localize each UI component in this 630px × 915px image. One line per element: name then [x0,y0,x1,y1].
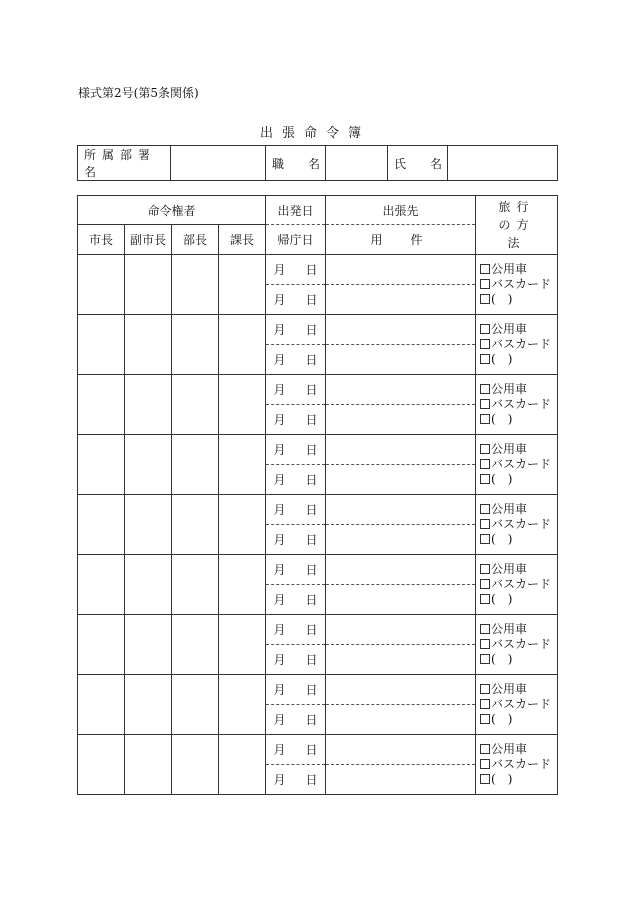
month-label: 月 [273,503,286,517]
destination-cell[interactable] [326,615,476,645]
mayor-seal-cell[interactable] [78,435,125,495]
return-date-cell[interactable] [266,705,326,735]
checkbox-icon[interactable] [480,744,490,754]
day-label: 日 [305,533,318,547]
method-option[interactable] [480,592,557,607]
approver-section-chief-header: 課長 [219,225,266,255]
deputy-mayor-seal-cell[interactable] [125,255,172,315]
checkbox-icon[interactable] [480,519,490,529]
checkbox-icon[interactable] [480,774,490,784]
day-label: 日 [305,473,318,487]
return-date-cell[interactable] [266,765,326,795]
method-option-label: 公用車 [491,622,528,636]
travel-method-cell [476,615,558,675]
method-option[interactable] [480,262,557,277]
deputy-mayor-seal-cell[interactable] [125,675,172,735]
method-option[interactable] [480,652,557,667]
checkbox-icon[interactable] [480,684,490,694]
section-chief-seal-cell[interactable] [219,255,266,315]
section-chief-seal-cell[interactable] [219,315,266,375]
day-label: 日 [305,773,318,787]
method-option-label: バスカード [491,397,552,411]
checkbox-icon[interactable] [480,594,490,604]
table-row [78,495,558,525]
day-label: 日 [305,293,318,307]
destination-cell[interactable] [326,255,476,285]
destination-cell[interactable] [326,735,476,765]
day-label: 日 [305,623,318,637]
section-chief-seal-cell[interactable] [219,375,266,435]
trip-order-table [77,195,558,795]
day-label: 日 [305,743,318,757]
checkbox-icon[interactable] [480,624,490,634]
deputy-mayor-seal-cell[interactable] [125,315,172,375]
departure-header: 出発日 [266,196,326,225]
mayor-seal-cell[interactable] [78,495,125,555]
purpose-cell[interactable] [326,405,476,435]
return-header: 帰庁日 [266,225,326,255]
method-option[interactable] [480,292,557,307]
destination-cell[interactable] [326,675,476,705]
checkbox-icon[interactable] [480,414,490,424]
header-info-table [77,145,558,181]
return-date-cell[interactable] [266,525,326,555]
destination-cell[interactable] [326,435,476,465]
checkbox-icon[interactable] [480,264,490,274]
director-seal-cell[interactable] [172,435,219,495]
director-seal-cell[interactable] [172,255,219,315]
purpose-cell[interactable] [326,765,476,795]
deputy-mayor-seal-cell[interactable] [125,495,172,555]
method-option-label: 公用車 [491,502,528,516]
method-option-label: ( ) [491,412,513,426]
approver-deputy-mayor-header: 副市長 [125,225,172,255]
director-seal-cell[interactable] [172,735,219,795]
director-seal-cell[interactable] [172,675,219,735]
method-option[interactable] [480,502,557,517]
day-label: 日 [305,263,318,277]
return-date-cell[interactable] [266,585,326,615]
deputy-mayor-seal-cell[interactable] [125,735,172,795]
table-row [78,375,558,405]
approver-mayor-header: 市長 [78,225,125,255]
month-label: 月 [273,563,286,577]
month-label: 月 [273,653,286,667]
section-chief-seal-cell[interactable] [219,735,266,795]
day-label: 日 [305,383,318,397]
day-label: 日 [305,503,318,517]
method-option-label: バスカード [491,757,552,771]
checkbox-icon[interactable] [480,339,490,349]
method-option-label: 公用車 [491,742,528,756]
travel-method-cell [476,675,558,735]
travel-method-cell [476,315,558,375]
month-label: 月 [273,623,286,637]
checkbox-icon[interactable] [480,639,490,649]
deputy-mayor-seal-cell[interactable] [125,615,172,675]
mayor-seal-cell[interactable] [78,375,125,435]
day-label: 日 [305,713,318,727]
method-option-label: 公用車 [491,262,528,276]
method-option-label: ( ) [491,652,513,666]
section-chief-seal-cell[interactable] [219,555,266,615]
method-header [476,196,558,255]
method-option[interactable] [480,352,557,367]
method-option[interactable] [480,562,557,577]
month-label: 月 [273,353,286,367]
destination-cell[interactable] [326,495,476,525]
departure-date-cell[interactable] [266,495,326,525]
authority-header: 命令権者 [78,196,266,225]
deputy-mayor-seal-cell[interactable] [125,555,172,615]
departure-date-cell[interactable] [266,435,326,465]
travel-method-cell [476,255,558,315]
method-option[interactable] [480,532,557,547]
checkbox-icon[interactable] [480,579,490,589]
method-option-label: ( ) [491,352,513,366]
director-seal-cell[interactable] [172,615,219,675]
day-label: 日 [305,683,318,697]
month-label: 月 [273,383,286,397]
name-field[interactable] [448,146,558,181]
method-option[interactable] [480,697,557,712]
method-option[interactable] [480,577,557,592]
method-option[interactable] [480,712,557,727]
departure-date-cell[interactable] [266,315,326,345]
method-option-label: ( ) [491,472,513,486]
purpose-cell[interactable] [326,525,476,555]
method-option[interactable] [480,277,557,292]
position-label: 職 名 [266,146,326,181]
destination-cell[interactable] [326,315,476,345]
departure-date-cell[interactable] [266,735,326,765]
return-date-cell[interactable] [266,405,326,435]
month-label: 月 [273,743,286,757]
checkbox-icon[interactable] [480,324,490,334]
checkbox-icon[interactable] [480,714,490,724]
checkbox-icon[interactable] [480,504,490,514]
travel-method-cell [476,435,558,495]
method-option-label: バスカード [491,637,552,651]
director-seal-cell[interactable] [172,555,219,615]
method-option[interactable] [480,412,557,427]
day-label: 日 [305,593,318,607]
departure-date-cell[interactable] [266,375,326,405]
return-date-cell[interactable] [266,285,326,315]
director-seal-cell[interactable] [172,495,219,555]
mayor-seal-cell[interactable] [78,555,125,615]
day-label: 日 [305,323,318,337]
name-label: 氏 名 [388,146,448,181]
method-option[interactable] [480,472,557,487]
day-label: 日 [305,443,318,457]
checkbox-icon[interactable] [480,534,490,544]
method-option-label: バスカード [491,337,552,351]
departure-date-cell[interactable] [266,255,326,285]
method-option-label: バスカード [491,277,552,291]
month-label: 月 [273,593,286,607]
checkbox-icon[interactable] [480,474,490,484]
method-option-label: ( ) [491,712,513,726]
method-option[interactable] [480,772,557,787]
method-option-label: ( ) [491,592,513,606]
month-label: 月 [273,413,286,427]
purpose-cell[interactable] [326,345,476,375]
section-chief-seal-cell[interactable] [219,435,266,495]
day-label: 日 [305,413,318,427]
method-option-label: ( ) [491,772,513,786]
month-label: 月 [273,713,286,727]
checkbox-icon[interactable] [480,444,490,454]
section-chief-seal-cell[interactable] [219,495,266,555]
purpose-header: 用 件 [326,225,476,255]
checkbox-icon[interactable] [480,294,490,304]
return-date-cell[interactable] [266,345,326,375]
checkbox-icon[interactable] [480,459,490,469]
departure-date-cell[interactable] [266,555,326,585]
purpose-cell[interactable] [326,465,476,495]
table-row [78,675,558,705]
affiliation-label: 所属部署名 [78,146,171,181]
checkbox-icon[interactable] [480,699,490,709]
table-row [78,315,558,345]
mayor-seal-cell[interactable] [78,735,125,795]
month-label: 月 [273,263,286,277]
mayor-seal-cell[interactable] [78,255,125,315]
affiliation-field[interactable] [171,146,266,181]
checkbox-icon[interactable] [480,564,490,574]
method-option[interactable] [480,337,557,352]
method-option-label: ( ) [491,292,513,306]
method-option[interactable] [480,757,557,772]
method-option-label: バスカード [491,517,552,531]
checkbox-icon[interactable] [480,354,490,364]
day-label: 日 [305,563,318,577]
method-option-label: 公用車 [491,682,528,696]
position-field[interactable] [326,146,388,181]
table-row [78,435,558,465]
method-option[interactable] [480,382,557,397]
checkbox-icon[interactable] [480,759,490,769]
method-option[interactable] [480,682,557,697]
purpose-cell[interactable] [326,645,476,675]
table-row [78,615,558,645]
destination-header: 出張先 [326,196,476,225]
checkbox-icon[interactable] [480,399,490,409]
destination-cell[interactable] [326,375,476,405]
document-title: 出張命令簿 [259,126,370,141]
destination-cell[interactable] [326,555,476,585]
method-option[interactable] [480,322,557,337]
form-number-label: 様式第2号(第5条関係) [78,86,199,100]
section-chief-seal-cell[interactable] [219,615,266,675]
checkbox-icon[interactable] [480,384,490,394]
method-option[interactable] [480,397,557,412]
checkbox-icon[interactable] [480,279,490,289]
departure-date-cell[interactable] [266,615,326,645]
month-label: 月 [273,293,286,307]
departure-date-cell[interactable] [266,675,326,705]
travel-method-cell [476,495,558,555]
deputy-mayor-seal-cell[interactable] [125,435,172,495]
method-option-label: 公用車 [491,322,528,336]
return-date-cell[interactable] [266,465,326,495]
approver-director-header: 部長 [172,225,219,255]
purpose-cell[interactable] [326,285,476,315]
method-option-label: バスカード [491,697,552,711]
method-option[interactable] [480,442,557,457]
travel-method-cell [476,375,558,435]
table-row [78,735,558,765]
method-option[interactable] [480,742,557,757]
method-option-label: 公用車 [491,562,528,576]
travel-method-cell [476,735,558,795]
month-label: 月 [273,773,286,787]
method-option[interactable] [480,457,557,472]
purpose-cell[interactable] [326,705,476,735]
method-option-label: ( ) [491,532,513,546]
method-option-label: 公用車 [491,442,528,456]
director-seal-cell[interactable] [172,315,219,375]
mayor-seal-cell[interactable] [78,315,125,375]
method-option[interactable] [480,517,557,532]
month-label: 月 [273,683,286,697]
purpose-cell[interactable] [326,585,476,615]
day-label: 日 [305,653,318,667]
method-header-text: 旅行の方法 [498,200,535,250]
method-option[interactable] [480,622,557,637]
deputy-mayor-seal-cell[interactable] [125,375,172,435]
method-option-label: バスカード [491,577,552,591]
method-option[interactable] [480,637,557,652]
table-row [78,255,558,285]
travel-method-cell [476,555,558,615]
table-row [78,555,558,585]
mayor-seal-cell[interactable] [78,675,125,735]
month-label: 月 [273,473,286,487]
month-label: 月 [273,533,286,547]
month-label: 月 [273,323,286,337]
director-seal-cell[interactable] [172,375,219,435]
month-label: 月 [273,443,286,457]
checkbox-icon[interactable] [480,654,490,664]
return-date-cell[interactable] [266,645,326,675]
method-option-label: バスカード [491,457,552,471]
method-option-label: 公用車 [491,382,528,396]
mayor-seal-cell[interactable] [78,615,125,675]
day-label: 日 [305,353,318,367]
section-chief-seal-cell[interactable] [219,675,266,735]
